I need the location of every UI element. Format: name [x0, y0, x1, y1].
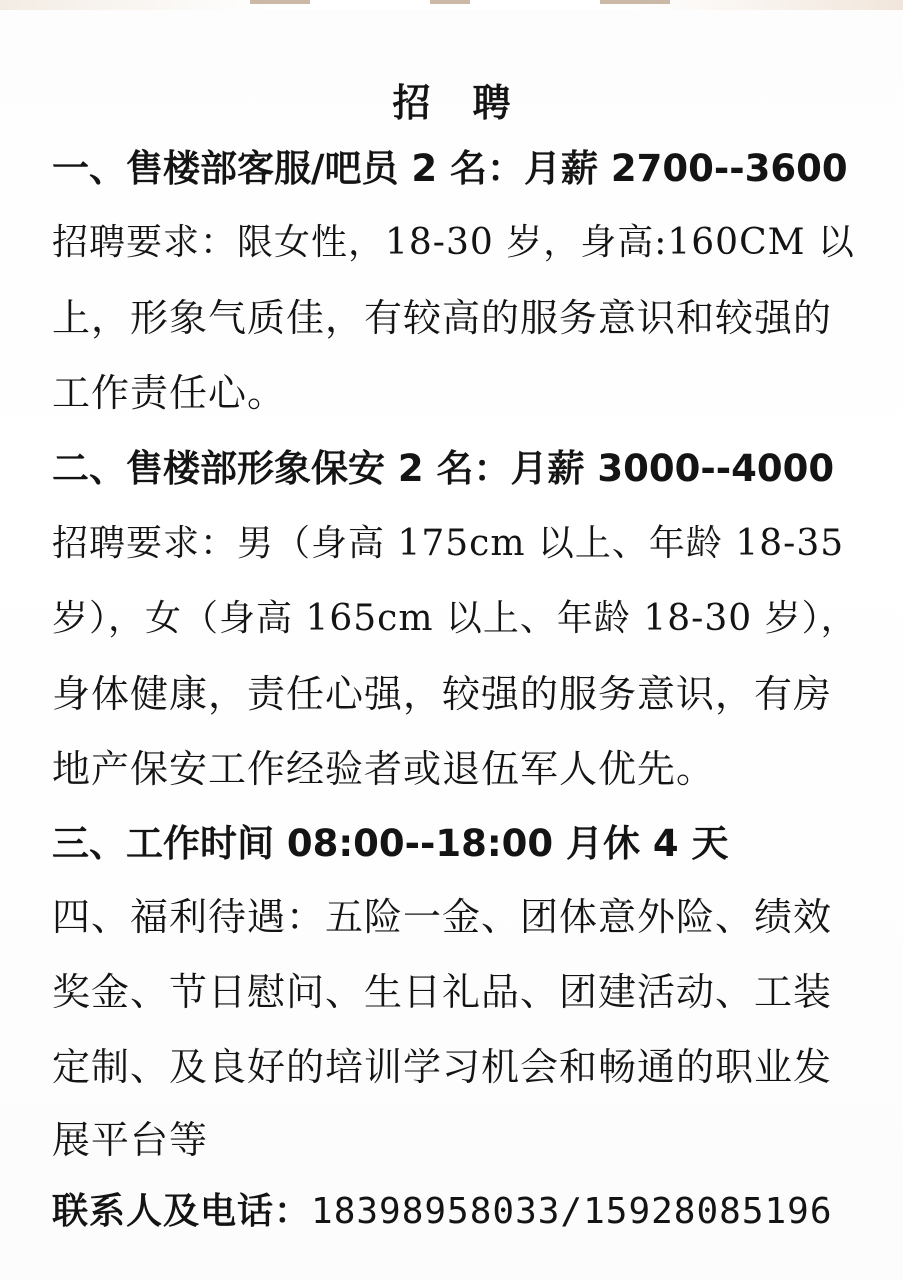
section-1-body-line-3: 工作责任心。: [52, 371, 287, 415]
section-3-heading: 三、工作时间 08:00--18:00 月休 4 天: [52, 822, 729, 865]
edge-mark: [250, 0, 310, 4]
section-4-body-line-4: 展平台等: [52, 1118, 209, 1162]
section-1-body-line-2: 上，形象气质佳，有较高的服务意识和较强的: [52, 296, 833, 340]
contact-label: 联系人及电话：: [52, 1191, 312, 1232]
section-4-body-line-3: 定制、及良好的培训学习机会和畅通的职业发: [52, 1045, 833, 1089]
section-2-body-line-2: 岁），女（身高 165cm 以上、年龄 18-30 岁），: [52, 598, 858, 639]
edge-mark: [600, 0, 670, 4]
section-4-body-line-1: 四、福利待遇：五险一金、团体意外险、绩效: [52, 895, 833, 939]
section-1-body-line-1: 招聘要求：限女性，18-30 岁，身高:160CM 以: [52, 222, 855, 263]
section-2-body-line-3: 身体健康，责任心强，较强的服务意识，有房: [52, 672, 833, 716]
section-2-heading: 二、售楼部形象保安 2 名：月薪 3000--4000: [52, 447, 835, 490]
contact-phones: 18398958033/15928085196: [311, 1191, 833, 1232]
section-1-heading: 一、售楼部客服/吧员 2 名：月薪 2700--3600: [52, 147, 848, 190]
section-2-body-line-4: 地产保安工作经验者或退伍军人优先。: [52, 747, 716, 791]
section-4-body-line-2: 奖金、节日慰问、生日礼品、团建活动、工装: [52, 970, 833, 1014]
contact-line: [52, 1188, 833, 1236]
section-2-body-line-1: 招聘要求：男（身高 175cm 以上、年龄 18-35: [52, 523, 845, 564]
paper-top-edge: [0, 0, 903, 10]
edge-mark: [430, 0, 470, 4]
notice-title: 招聘: [392, 81, 553, 125]
